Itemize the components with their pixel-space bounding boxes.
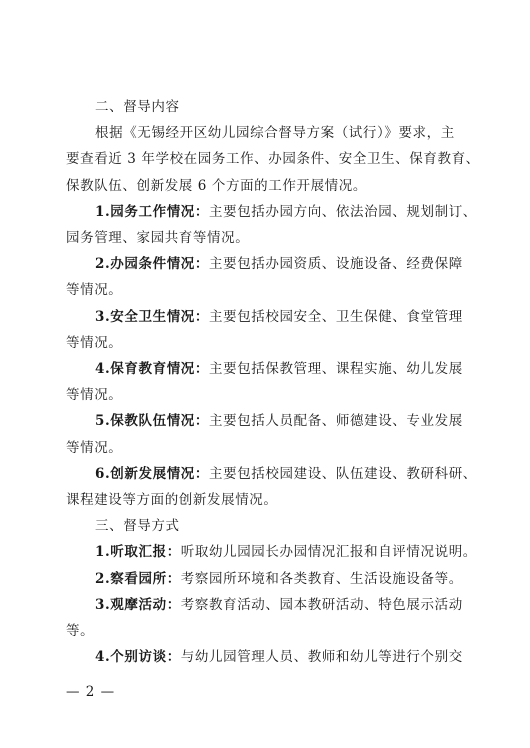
item-continuation: 等情况。 <box>66 439 123 456</box>
item-title: 5.保教队伍情况： <box>95 413 209 430</box>
item-title: 3.安全卫生情况： <box>95 308 209 325</box>
item-text: 主要包括保教管理、课程实施、幼儿发展 <box>209 361 463 378</box>
method-item-3 <box>66 592 470 618</box>
item-title: 1.园务工作情况： <box>95 203 209 220</box>
content-item-4 <box>66 356 470 382</box>
content-item-2 <box>66 251 470 277</box>
item-text: 主要包括校园建设、队伍建设、教研科研、 <box>209 465 477 482</box>
item-text: 主要包括办园方向、依法治园、规划制订、 <box>209 203 477 220</box>
item-continuation: 等情况。 <box>66 334 123 351</box>
section-heading-method: 三、督导方式 <box>95 518 180 535</box>
intro-line: 根据《无锡经开区幼儿园综合督导方案（试行）》要求，主 <box>95 125 455 142</box>
item-text: 主要包括人员配备、师德建设、专业发展 <box>209 413 463 430</box>
item-continuation: 课程建设等方面的创新发展情况。 <box>66 492 278 509</box>
item-text: 主要包括校园安全、卫生保健、食堂管理 <box>209 308 463 325</box>
item-continuation: 等情况。 <box>66 387 123 404</box>
item-continuation: 园务管理、家园共育等情况。 <box>66 230 250 247</box>
item-text: 与幼儿园管理人员、教师和幼儿等进行个别交 <box>180 649 463 666</box>
method-item-4 <box>66 644 470 670</box>
method-item-2 <box>66 566 470 592</box>
intro-line: 要查看近 3 年学校在园务工作、办园条件、安全卫生、保育教育、 <box>66 151 480 168</box>
intro-line: 保教队伍、创新发展 6 个方面的工作开展情况。 <box>66 177 367 194</box>
item-text: 听取幼儿园园长办园情况汇报和自评情况说明。 <box>180 544 477 561</box>
item-continuation: 等情况。 <box>66 282 123 299</box>
item-text: 考察园所环境和各类教育、生活设施设备等。 <box>180 570 463 587</box>
item-title: 1.听取汇报： <box>95 544 181 561</box>
content-item-3 <box>66 304 470 330</box>
content-item-6 <box>66 461 477 487</box>
page-number: — 2 — <box>66 684 116 700</box>
item-title: 2.办园条件情况： <box>95 256 209 273</box>
document-body <box>66 94 480 670</box>
item-title: 4.个别访谈： <box>95 649 181 666</box>
item-title: 3.观摩活动： <box>95 596 181 613</box>
item-text: 考察教育活动、园本教研活动、特色展示活动 <box>180 596 463 613</box>
item-title: 4.保育教育情况： <box>95 361 209 378</box>
content-item-5 <box>66 408 470 434</box>
item-title: 6.创新发展情况： <box>95 465 209 482</box>
section-heading-content: 二、督导内容 <box>95 99 180 115</box>
method-item-1 <box>66 539 477 565</box>
item-title: 2.察看园所： <box>95 570 181 587</box>
content-item-1 <box>66 199 477 225</box>
item-continuation: 等。 <box>66 623 95 640</box>
item-text: 主要包括办园资质、设施设备、经费保障 <box>209 256 463 273</box>
